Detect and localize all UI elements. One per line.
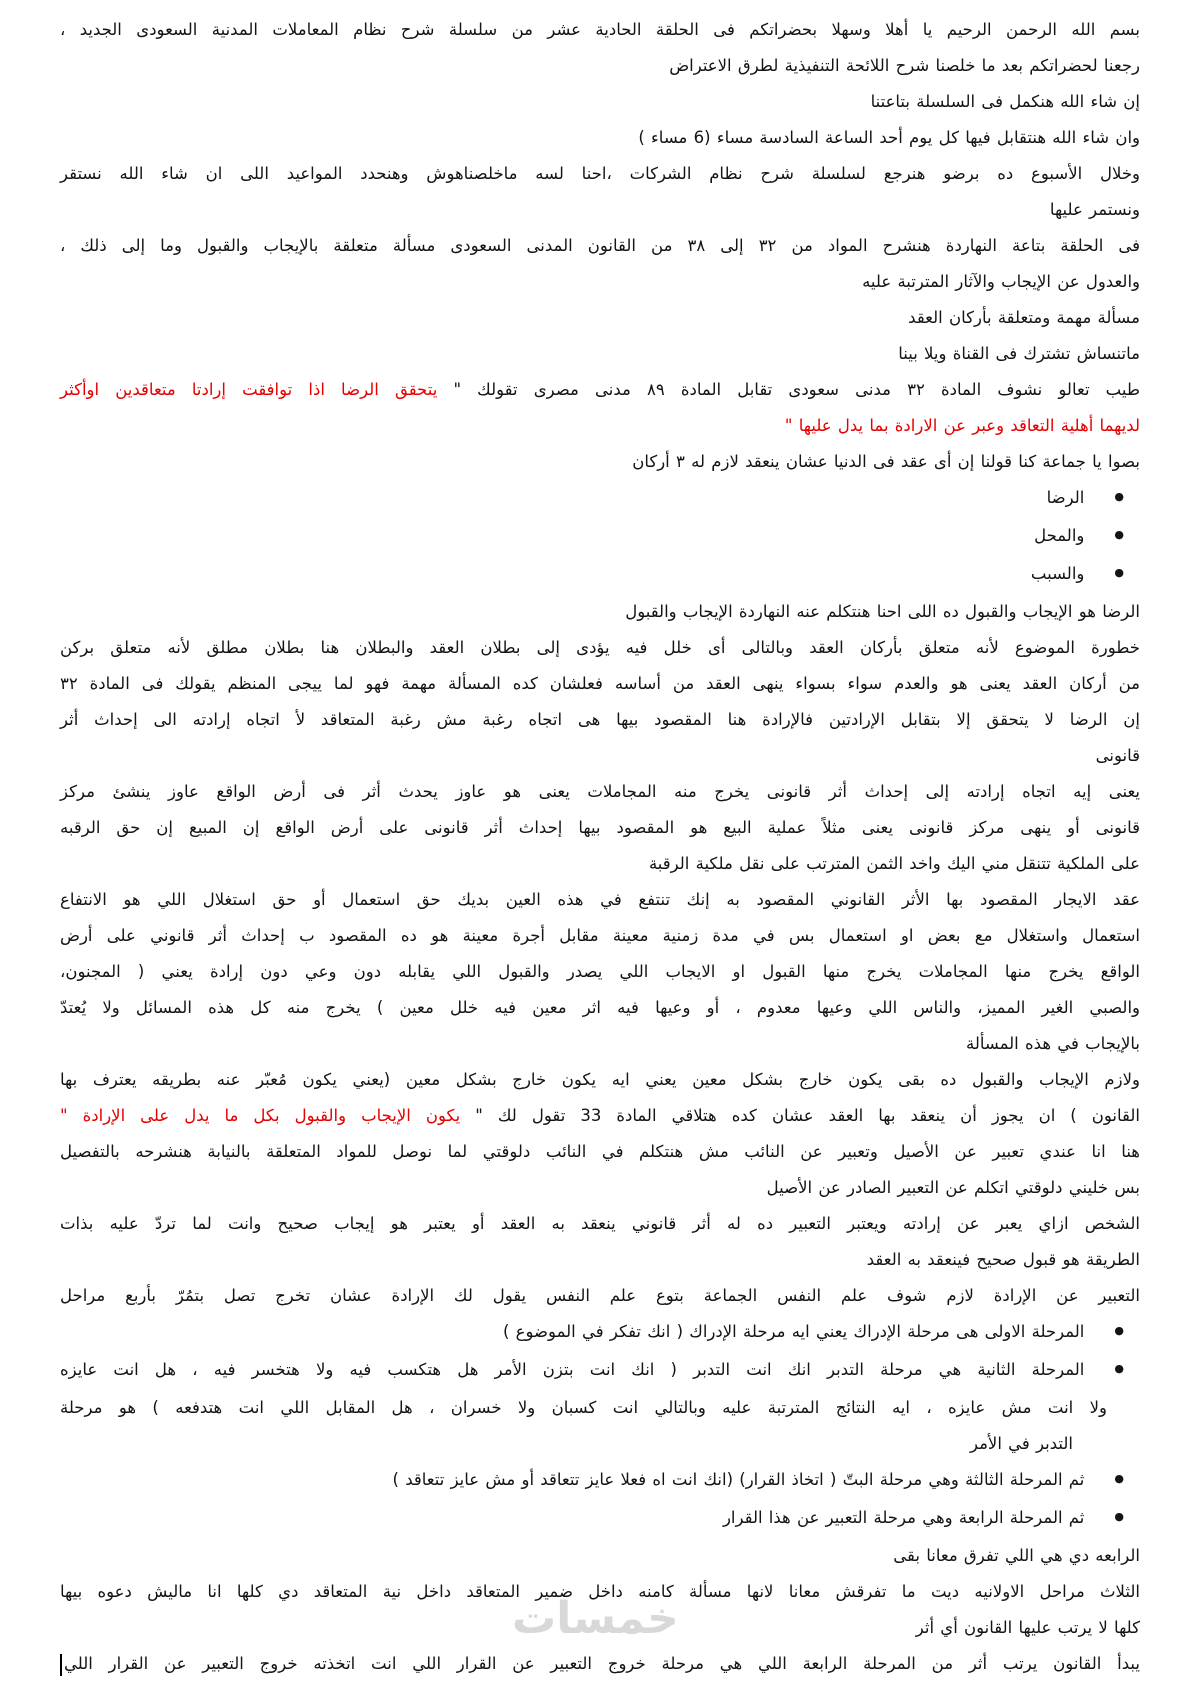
text-run: بس خليني دلوقتي اتكلم عن التعبير الصادر عن الأصيل	[766, 1178, 1140, 1197]
text-run: استعمال واستغلال مع بعض او استعمال بس في مدة زمنية معينة مقابل أجرة معينة هو ده المقصود ب إحداث أثر قانوني على أرض	[60, 926, 1140, 945]
text-run: كلها لا يرتب عليها القانون أي أثر	[915, 1618, 1140, 1637]
bullet-line	[60, 1462, 1140, 1500]
text-run: ثم المرحلة الثالثة وهي مرحلة البتّ ( اتخاذ القرار) (انك انت اه فعلا عايز تتعاقد أو مش عايز تتعاقد )	[392, 1470, 1085, 1489]
text-line	[60, 1426, 1140, 1462]
text-run: يبدأ القانون يرتب أثر من المرحلة الرابعة اللي هي مرحلة خروج التعبير عن القرار اللي انت اتخذته خروج التعبير عن القرار اللي	[64, 1654, 1140, 1673]
text-run: من أركان العقد يعنى هو والعدم سواء بسواء ينهى العقد من أساسه فعلشان كده المسألة مهمة فهو لما ييجى المنظم يقولك فى المادة ٣٢	[60, 674, 1140, 693]
text-line	[60, 1574, 1140, 1610]
bullet-line	[60, 480, 1140, 518]
text-line	[60, 702, 1140, 738]
text-line	[60, 84, 1140, 120]
text-line	[60, 408, 1140, 444]
bullet-icon: ●	[1114, 1362, 1124, 1375]
bullet-icon: ●	[1114, 1472, 1124, 1485]
text-run: خطورة الموضوع لأنه متعلق بأركان العقد وبالتالى أى خلل فيه يؤدى إلى بطلان العقد والبطلان هنا بطلان مطلق لأنه متعلق بركن	[60, 638, 1140, 657]
text-line	[60, 1062, 1140, 1098]
text-line	[60, 1538, 1140, 1574]
text-line	[60, 1134, 1140, 1170]
text-line	[60, 336, 1140, 372]
text-line	[60, 990, 1140, 1026]
text-line	[60, 738, 1140, 774]
text-run: الرضا هو الإيجاب والقبول ده اللى احنا هنتكلم عنه النهاردة الإيجاب والقبول	[625, 602, 1140, 621]
text-line	[60, 666, 1140, 702]
bullet-icon: ●	[1114, 566, 1124, 579]
text-cursor	[60, 1654, 62, 1676]
text-line	[60, 300, 1140, 336]
bullet-icon: ●	[1114, 1324, 1124, 1337]
text-line	[60, 1242, 1140, 1278]
text-line	[60, 918, 1140, 954]
text-run: عقد الايجار المقصود بها الأثر القانوني المقصود به إنك تنتفع في هذه العين بديك حق استعمال أو حق استغلال اللي هو الانتفاع	[60, 890, 1140, 909]
text-run: لديهما أهلية التعاقد وعبر عن الارادة بما يدل عليها "	[784, 416, 1140, 435]
text-line	[60, 1098, 1140, 1134]
text-line	[60, 882, 1140, 918]
text-line	[60, 810, 1140, 846]
bullet-icon: ●	[1114, 490, 1124, 503]
text-line	[60, 192, 1140, 228]
text-run: ونستمر عليها	[1049, 200, 1140, 219]
text-run: قانونى أو ينهى مركز قانونى يعنى مثلاً عملية البيع هو المقصود بيها إحداث أثر قانونى على أرض الواقع إن المبيع إن حق الرقبه	[60, 818, 1140, 837]
text-run: المرحلة الاولى هى مرحلة الإدراك يعني ايه مرحلة الإدراك ( انك تفكر في الموضوع )	[503, 1322, 1085, 1341]
text-run: والمحل	[1034, 526, 1085, 545]
text-line	[60, 1610, 1140, 1646]
text-run: والعدول عن الإيجاب والآثار المترتبة عليه	[862, 272, 1140, 291]
text-run: والسبب	[1030, 564, 1085, 583]
bullet-icon: ●	[1114, 528, 1124, 541]
text-run: القانون ) ان يجوز أن ينعقد بها العقد عشان كده هتلاقي المادة 33 تقول لك "	[460, 1106, 1140, 1125]
text-line	[60, 1206, 1140, 1242]
text-run: إن الرضا لا يتحقق إلا بتقابل الإرادتين فالإرادة هنا المقصود بيها هى اتجاه رغبة مش رغبة المتعاقد لأ اتجاه إرادته الى إحداث أثر	[60, 710, 1140, 729]
text-line	[60, 774, 1140, 810]
bullet-line	[60, 518, 1140, 556]
text-line	[60, 1278, 1140, 1314]
text-line	[60, 594, 1140, 630]
bullet-line	[60, 1500, 1140, 1538]
text-run: يتحقق الرضا اذا توافقت إرادتا متعاقدين اوأكثر	[60, 380, 438, 399]
text-run: وخلال الأسبوع ده برضو هنرجع لسلسلة شرح نظام الشركات ،احنا لسه ماخلصناهوش وهنحدد المواعيد اللى ان شاء الله نستقر	[60, 164, 1140, 183]
khamsat-watermark: خمسات	[512, 1593, 679, 1644]
bullet-line	[60, 1314, 1140, 1352]
text-run: مسألة مهمة ومتعلقة بأركان العقد	[908, 308, 1140, 327]
text-run: الشخص ازاي يعبر عن إرادته ويعتبر التعبير ده له أثر قانوني ينعقد به العقد أو يعتبر هو إيجاب صحيح وانت لما تردّ عليه بذات	[60, 1214, 1140, 1233]
text-line	[60, 1170, 1140, 1206]
text-line	[60, 264, 1140, 300]
text-run: على الملكية تتنقل مني اليك واخد الثمن المترتب على نقل ملكية الرقبة	[648, 854, 1140, 873]
bullet-line	[60, 556, 1140, 594]
text-run: ماتنساش تشترك فى القناة ويلا بينا	[898, 344, 1140, 363]
text-run: يكون الإيجاب والقبول بكل ما يدل على الإرادة "	[60, 1106, 461, 1125]
text-run: التعبير عن الإرادة لازم شوف علم النفس الجماعة بتوع علم النفس يقول لك الإرادة عشان تخرج تصل بتمُرّ بأربع مراحل	[60, 1286, 1140, 1305]
text-run: رجعنا لحضراتكم بعد ما خلصنا شرح اللائحة التنفيذية لطرق الاعتراض	[669, 56, 1140, 75]
text-run: قانونى	[1095, 746, 1140, 765]
text-run: بالإيجاب في هذه المسألة	[966, 1034, 1140, 1053]
text-run: يعنى إيه اتجاه إرادته إلى إحداث أثر قانونى يخرج منه المجاملات يعنى هو عاوز يحدث أثر فى أرض الواقع عاوز ينشئ مركز	[60, 782, 1140, 801]
text-run: ولا انت مش عايزه ، ايه النتائج المترتبة عليه وبالتالي انت كسبان ولا خسران ، هل المقابل اللي انت هتدفعه ) هو مرحلة	[60, 1398, 1107, 1417]
text-line	[60, 1026, 1140, 1062]
text-run: والصبي الغير المميز، والناس اللي وعيها معدوم ، أو وعيها فيه اثر معين فيه خلل معين ) يخرج منه كل هذه المسائل ولا يُعتدّ	[60, 998, 1140, 1017]
text-line	[60, 630, 1140, 666]
text-line	[60, 156, 1140, 192]
text-run: التدبر في الأمر	[969, 1434, 1073, 1453]
text-line	[60, 846, 1140, 882]
text-run: بصوا يا جماعة كنا قولنا إن أى عقد فى الدنيا عشان ينعقد لازم له ٣ أركان	[632, 452, 1140, 471]
text-line	[60, 48, 1140, 84]
text-line	[60, 954, 1140, 990]
text-run: فى الحلقة بتاعة النهاردة هنشرح المواد من ٣٢ إلى ٣٨ من القانون المدنى السعودى مسألة متعلقة بالإيجاب والقبول وما إلى ذلك ،	[60, 236, 1140, 255]
text-run: بسم الله الرحمن الرحيم يا أهلا وسهلا بحضراتكم فى الحلقة الحادية عشر من سلسلة شرح نظام المعاملات المدنية السعودى الجديد ،	[60, 20, 1140, 39]
text-line	[60, 372, 1140, 408]
text-line	[60, 228, 1140, 264]
bullet-icon: ●	[1114, 1510, 1124, 1523]
text-run: طيب تعالو نشوف المادة ٣٢ مدنى سعودى تقابل المادة ٨٩ مدنى مصرى تقولك "	[437, 380, 1140, 399]
text-run: المرحلة الثانية هي مرحلة التدبر انك انت التدبر ( انك انت بتزن الأمر هل هتكسب فيه ولا هتخسر فيه ، هل انت عايزه	[60, 1360, 1085, 1379]
text-run: ولازم الإيجاب والقبول ده بقى يكون خارج بشكل معين يعني ايه يكون خارج بشكل معين (يعني يكون مُعبّر عنه بطريقه يعترف بها	[60, 1070, 1140, 1089]
text-run: هنا انا عندي تعبير عن الأصيل وتعبير عن النائب مش هنتكلم في النائب دلوقتي لما نوصل للمواد المتعلقة بالنيابة هنشرحه بالتفصيل	[60, 1142, 1140, 1161]
text-line	[60, 12, 1140, 48]
text-run: الرضا	[1046, 488, 1085, 507]
document-content	[60, 12, 1140, 1682]
text-run: إن شاء الله هنكمل فى السلسلة بتاعتنا	[870, 92, 1140, 111]
text-run: ثم المرحلة الرابعة وهي مرحلة التعبير عن هذا القرار	[722, 1508, 1085, 1527]
text-run: الثلاث مراحل الاولانيه ديت ما تفرقش معانا لانها مسألة كامنه داخل ضمير المتعاقد داخل نية المتعاقد دي كلها انا ماليش دعوه بيها	[60, 1582, 1140, 1601]
text-line	[60, 1390, 1140, 1426]
text-run: الرابعه دي هي اللي تفرق معانا بقى	[893, 1546, 1140, 1565]
text-line	[60, 444, 1140, 480]
text-line	[60, 120, 1140, 156]
bullet-line	[60, 1352, 1140, 1390]
text-run: الواقع يخرج منها المجاملات يخرج منها القبول او الايجاب اللي يصدر والقبول اللي يقابله دون وعي دون إرادة يعني ( المجنون،	[60, 962, 1140, 981]
text-run: وان شاء الله هنتقابل فيها كل يوم أحد الساعة السادسة مساء (6 مساء )	[638, 128, 1140, 147]
text-run: الطريقة هو قبول صحيح فينعقد به العقد	[866, 1250, 1140, 1269]
